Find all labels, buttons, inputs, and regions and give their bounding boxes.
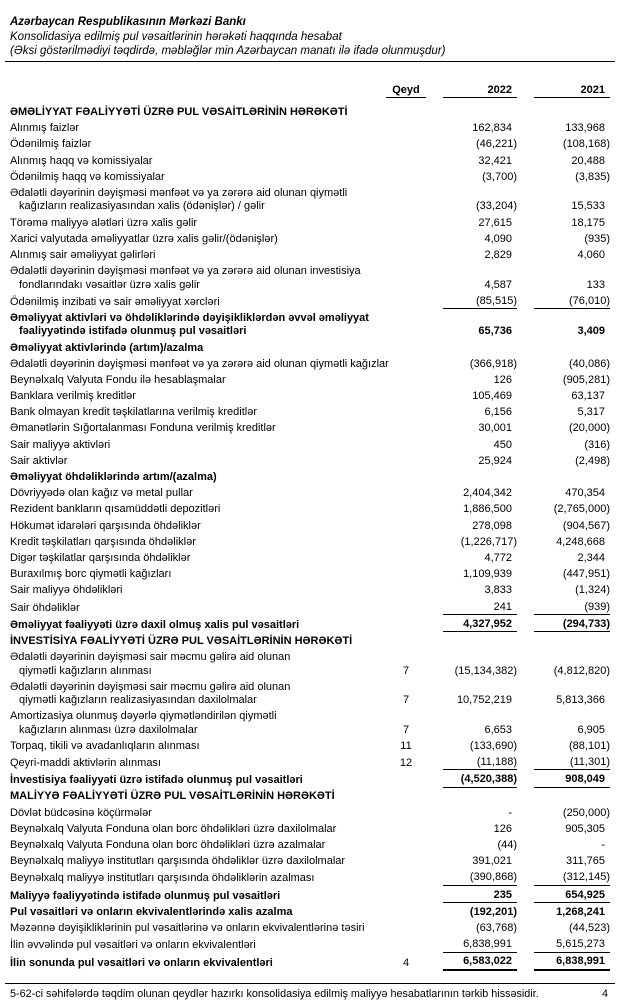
row-label: Amortizasiya olunmuş dəyərlə qiymətləndirilən qiymətli kağızların alınması üzrə daxilolmalar <box>10 710 277 736</box>
statement-row <box>10 231 610 247</box>
value-2022: 126 <box>493 822 512 835</box>
statement-row <box>10 518 610 534</box>
statement-row <box>10 137 610 153</box>
value-2021: (935) <box>584 232 610 245</box>
value-2021: 133,968 <box>565 122 605 135</box>
note-reference: 4 <box>402 957 410 970</box>
value-2022: 3,833 <box>484 584 512 597</box>
row-label: İNVESTİSİYA FƏALİYYƏTİ ÜZRƏ PUL VƏSAİTLƏRİNİN HƏRƏKƏTİ <box>10 634 353 647</box>
row-label: İlin sonunda pul vəsaitləri və onların ekvivalentləri <box>10 957 273 970</box>
row-label: ƏMƏLİYYAT FƏALİYYƏTİ ÜZRƏ PUL VƏSAİTLƏRİNİN HƏRƏKƏTİ <box>10 106 348 119</box>
row-label: Sair maliyyə aktivləri <box>10 438 111 451</box>
value-2021: 654,925 <box>534 889 610 903</box>
value-2022: (15,134,382) <box>454 664 517 677</box>
value-2022: (63,768) <box>476 921 517 934</box>
row-label: Ödənilmiş inzibati və sair əməliyyat xərcləri <box>10 295 220 308</box>
value-2021: 470,354 <box>565 487 605 500</box>
value-2022: 65,736 <box>478 325 512 338</box>
value-2021: (905,281) <box>562 373 610 386</box>
value-2021: (20,000) <box>569 422 610 435</box>
statement-row <box>10 186 610 216</box>
value-2021: 63,137 <box>571 390 605 403</box>
row-label: Rezident bankların qısamüddətli depozitləri <box>10 503 221 516</box>
value-2021: (108,168) <box>562 138 610 151</box>
row-label: Ödənilmiş faizlər <box>10 138 92 151</box>
statement-row <box>10 739 610 755</box>
value-2021: (904,567) <box>562 519 610 532</box>
value-2022: (3,700) <box>482 170 517 183</box>
statement-row <box>10 486 610 502</box>
statement-row <box>10 854 610 870</box>
value-2022: 450 <box>493 438 512 451</box>
row-label: Torpaq, tikili və avadanlıqların alınması <box>10 739 200 752</box>
value-2022: 4,327,952 <box>443 618 517 632</box>
statement-row <box>10 389 610 405</box>
value-2021: (3,835) <box>575 170 610 183</box>
total-row <box>10 954 610 972</box>
statement-row <box>10 755 610 772</box>
value-2021: 133 <box>586 278 605 291</box>
row-label: Digər təşkilatlar qarşısında öhdəliklər <box>10 551 191 564</box>
value-2022: 6,653 <box>484 723 512 736</box>
section-header-row <box>10 789 610 805</box>
value-2021: 6,905 <box>577 723 605 736</box>
value-2022: 2,404,342 <box>463 487 512 500</box>
value-2022: (33,204) <box>476 200 517 213</box>
value-2021: - <box>601 839 605 852</box>
value-2022: 6,583,022 <box>443 955 517 970</box>
row-label: Törəmə maliyyə alətləri üzrə xalis gəlir <box>10 216 198 229</box>
value-2021: 5,317 <box>577 406 605 419</box>
value-2021: 4,060 <box>577 248 605 261</box>
row-label: Maliyyə fəaliyyətində istifadə olunmuş pul vəsaitləri <box>10 889 281 902</box>
value-2021: 1,268,241 <box>556 905 605 918</box>
column-header-row <box>10 83 610 100</box>
value-2021: 5,813,366 <box>556 694 605 707</box>
row-label: Hökumət idarələri qarşısında öhdəliklər <box>10 519 201 532</box>
value-2021: (447,951) <box>562 568 610 581</box>
row-label: Əməliyyat aktivlərində (artım)/azalma <box>10 341 204 354</box>
value-2021: 15,533 <box>571 200 605 213</box>
value-2022: 162,834 <box>472 122 512 135</box>
statement-row <box>10 293 610 310</box>
value-2021: 905,305 <box>565 822 605 835</box>
value-2022: (44) <box>497 839 517 852</box>
row-label: Ədalətli dəyərinin dəyişməsi sair məcmu gəlirə aid olunan qiymətli kağızların realizasiyasından daxilolmalar <box>10 680 291 707</box>
value-2022: 4,587 <box>484 278 512 291</box>
section-header-row <box>10 634 610 650</box>
column-header-note: Qeyd <box>386 84 426 98</box>
value-2022: 105,469 <box>472 390 512 403</box>
value-2022: 2,829 <box>484 248 512 261</box>
row-label: Məzənnə dəyişikliklərinin pul vəsaitlərinə və onların ekvivalentlərinə təsiri <box>10 921 365 934</box>
value-2021: 4,248,668 <box>556 535 605 548</box>
row-label: Sair aktivlər <box>10 454 68 467</box>
row-label: Əmanətlərin Sığortalanması Fonduna verilmiş kreditlər <box>10 422 276 435</box>
row-label: Əməliyyat öhdəliklərində artım/(azalma) <box>10 471 217 484</box>
row-label: Beynəlxalq maliyyə institutları qarşısında öhdəliklər üzrə daxilolmalar <box>10 855 346 868</box>
value-2021: 311,765 <box>566 855 605 868</box>
value-2022: 30,001 <box>478 422 512 435</box>
row-label: Kredit təşkilatları qarşısında öhdəliklər <box>10 535 196 548</box>
value-2022: 27,615 <box>478 216 512 229</box>
value-2021: (4,812,820) <box>553 664 610 677</box>
value-2022: (11,188) <box>443 756 517 770</box>
row-label: Pul vəsaitləri və onların ekvivalentlərində xalis azalma <box>10 905 293 918</box>
value-2021: 18,175 <box>571 216 605 229</box>
value-2021: (2,765,000) <box>553 503 610 516</box>
statement-row <box>10 709 610 739</box>
total-row <box>10 772 610 789</box>
row-label: Beynəlxalq Valyuta Fonduna olan borc öhdəlikləri üzrə daxilolmalar <box>10 822 337 835</box>
value-2021: 20,488 <box>571 154 605 167</box>
org-name: Azərbaycan Respublikasının Mərkəzi Bankı <box>10 16 246 28</box>
statement-row <box>10 805 610 821</box>
value-2022: 32,421 <box>478 154 512 167</box>
page-number: 4 <box>601 988 608 1000</box>
row-label: Əməliyyat fəaliyyəti üzrə daxil olmuş xalis pul vəsaitləri <box>10 618 300 631</box>
value-2022: 391,021 <box>472 855 512 868</box>
value-2022: 126 <box>493 373 512 386</box>
value-2021: (316) <box>584 438 610 451</box>
currency-note: (Əksi göstərilmədiyi təqdirdə, məbləğlər min Azərbaycan manatı ilə ifadə olunmuşdur) <box>10 45 446 57</box>
row-label: Ədalətli dəyərinin dəyişməsi sair məcmu gəlirə aid olunan qiymətli kağızların alınması <box>10 651 291 677</box>
subsection-header-row <box>10 340 610 356</box>
value-2022: 4,772 <box>484 551 512 564</box>
value-2021: (250,000) <box>562 806 610 819</box>
statement-row <box>10 567 610 583</box>
value-2021: (939) <box>534 601 610 615</box>
value-2022: 241 <box>443 601 517 615</box>
row-label: Beynəlxalq Valyuta Fondu ilə hesablaşmalar <box>10 373 226 386</box>
statement-row <box>10 583 610 599</box>
statement-row <box>10 650 610 680</box>
value-2021: (1,324) <box>575 584 610 597</box>
value-2021: 5,615,273 <box>534 938 610 952</box>
row-label: Dövlət büdcəsinə köçürmələr <box>10 806 152 819</box>
value-2022: 6,838,991 <box>443 938 517 952</box>
row-label: Ədalətli dəyərinin dəyişməsi mənfəət və ya zərərə aid olunan investisiya fondlarındakı vəsaitlər üzrə xalis gəlir <box>10 265 361 291</box>
statement-row <box>10 121 610 137</box>
value-2021: (2,498) <box>575 454 610 467</box>
row-label: MALİYYƏ FƏALİYYƏTİ ÜZRƏ PUL VƏSAİTLƏRİNİN HƏRƏKƏTİ <box>10 790 335 803</box>
note-reference: 7 <box>402 723 410 736</box>
row-label: Alınmış sair əməliyyat gəlirləri <box>10 248 156 261</box>
statement-row <box>10 870 610 887</box>
value-2021: (88,101) <box>569 739 610 752</box>
value-2022: 25,924 <box>478 454 512 467</box>
row-label: Bank olmayan kredit təşkilatlarına verilmiş kreditlər <box>10 406 257 419</box>
statement-row <box>10 534 610 550</box>
total-row <box>10 616 610 633</box>
subsection-header-row <box>10 470 610 486</box>
value-2022: 1,886,500 <box>463 503 512 516</box>
statement-row <box>10 921 610 937</box>
value-2022: 10,752,219 <box>456 694 512 707</box>
value-2021: (76,010) <box>534 295 610 309</box>
statement-table <box>10 105 610 972</box>
value-2022: 4,090 <box>484 232 512 245</box>
footer-divider <box>5 983 615 984</box>
value-2022: (192,201) <box>469 905 517 918</box>
value-2022: (46,221) <box>476 138 517 151</box>
value-2022: 235 <box>443 889 517 903</box>
statement-row <box>10 421 610 437</box>
statement-row <box>10 373 610 389</box>
statement-row <box>10 551 610 567</box>
statement-row <box>10 153 610 169</box>
value-2021: (11,301) <box>534 756 610 770</box>
statement-row <box>10 248 610 264</box>
statement-row <box>10 169 610 185</box>
total-row <box>10 904 610 920</box>
row-label: İlin əvvəlində pul vəsaitləri və onların ekvivalentləri <box>10 939 256 952</box>
column-header-2022: 2022 <box>443 84 517 98</box>
row-label: Ədalətli dəyərinin dəyişməsi mənfəət və ya zərərə aid olunan qiymətli kağızlar <box>10 357 389 370</box>
row-label: Ədalətli dəyərinin dəyişməsi mənfəət və ya zərərə aid olunan qiymətli kağızların realizasiyasından xalis (ödənişlər) / gəlir <box>10 187 348 213</box>
row-label: Dövriyyədə olan kağız və metal pullar <box>10 487 193 500</box>
value-2022: (85,515) <box>443 295 517 309</box>
column-header-2021: 2021 <box>534 84 610 98</box>
statement-row <box>10 821 610 837</box>
statement-row <box>10 937 610 954</box>
statement-row <box>10 679 610 709</box>
value-2021: 3,409 <box>577 325 605 338</box>
row-label: Sair öhdəliklər <box>10 601 80 614</box>
note-reference: 11 <box>400 739 412 752</box>
row-label: Qeyri-maddi aktivlərin alınması <box>10 757 161 770</box>
statement-row <box>10 502 610 518</box>
row-label: Alınmış haqq və komissiyalar <box>10 154 153 167</box>
statement-row <box>10 405 610 421</box>
statement-row <box>10 264 610 294</box>
value-2022: (1,226,717) <box>460 535 517 548</box>
value-2022: 6,156 <box>484 406 512 419</box>
row-label: Beynəlxalq maliyyə institutları qarşısında öhdəliklərin azalması <box>10 872 315 885</box>
value-2021: (294,733) <box>534 618 610 632</box>
value-2022: (4,520,388) <box>443 773 517 787</box>
total-row <box>10 887 610 904</box>
total-row <box>10 311 610 341</box>
value-2021: 2,344 <box>577 551 605 564</box>
section-header-row <box>10 105 610 121</box>
row-label: Əməliyyat aktivləri və öhdəliklərində dəyişikliklərdən əvvəl əməliyyat fəaliyyətində istifadə olunmuş pul vəsaitləri <box>10 311 369 338</box>
value-2022: 1,109,939 <box>463 568 512 581</box>
value-2022: 278,098 <box>472 519 512 532</box>
statement-row <box>10 356 610 372</box>
note-reference: 7 <box>402 664 410 677</box>
value-2022: (133,690) <box>469 739 517 752</box>
value-2022: (366,918) <box>469 357 517 370</box>
header-divider <box>5 61 615 62</box>
value-2021: 6,838,991 <box>534 955 610 970</box>
note-reference: 7 <box>402 694 410 707</box>
value-2022: - <box>508 806 512 819</box>
value-2021: (44,523) <box>569 921 610 934</box>
row-label: Sair maliyyə öhdəlikləri <box>10 584 123 597</box>
row-label: Xarici valyutada əməliyyatlar üzrə xalis gəlir/(ödənişlər) <box>10 232 278 245</box>
statement-row <box>10 838 610 854</box>
row-label: Ödənilmiş haqq və komissiyalar <box>10 170 165 183</box>
row-label: Alınmış faizlər <box>10 122 80 135</box>
page-footer <box>10 983 610 1001</box>
statement-row <box>10 437 610 453</box>
value-2021: 908,049 <box>534 773 610 787</box>
value-2021: (40,086) <box>569 357 610 370</box>
footer-note: 5-62-ci səhifələrdə təqdim olunan qeydlər hazırkı konsolidasiya edilmiş maliyyə hesabatlarının tərkib hissəsidir. <box>10 988 539 1000</box>
value-2021: (312,145) <box>534 871 610 885</box>
statement-row <box>10 599 610 616</box>
note-reference: 12 <box>399 757 413 770</box>
statement-row <box>10 215 610 231</box>
report-title: Konsolidasiya edilmiş pul vəsaitlərinin hərəkəti haqqında hesabat <box>10 30 342 43</box>
row-label: İnvestisiya fəaliyyəti üzrə istifadə olunmuş pul vəsaitləri <box>10 774 303 787</box>
row-label: Buraxılmış borc qiymətli kağızları <box>10 568 172 581</box>
value-2022: (390,868) <box>443 871 517 885</box>
row-label: Beynəlxalq Valyuta Fonduna olan borc öhdəlikləri üzrə azalmalar <box>10 839 326 852</box>
statement-row <box>10 453 610 469</box>
row-label: Banklara verilmiş kreditlər <box>10 390 136 403</box>
